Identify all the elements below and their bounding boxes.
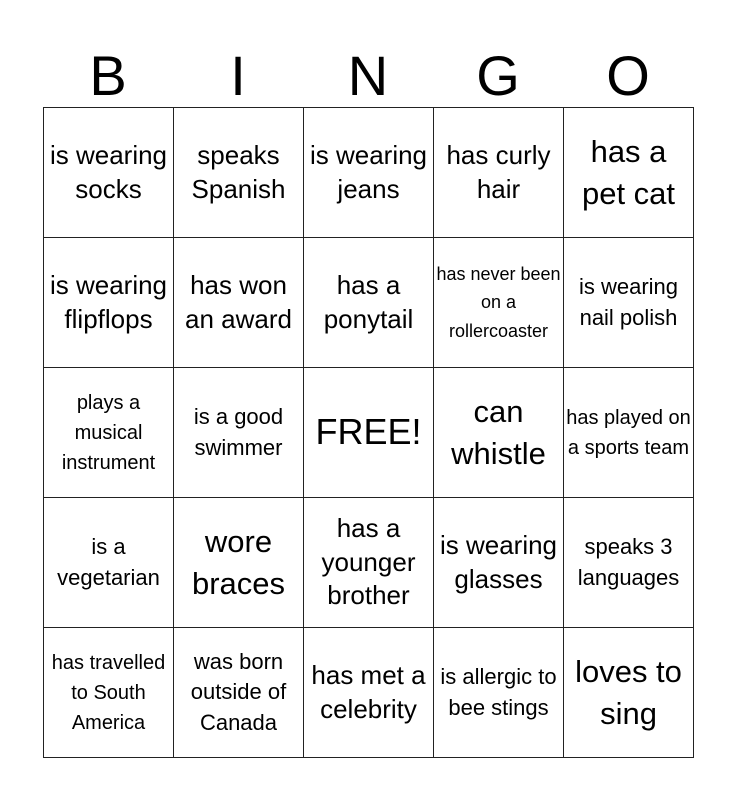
cell-text: loves to sing xyxy=(575,653,682,731)
header-letter-o: O xyxy=(606,44,650,107)
bingo-cell[interactable] xyxy=(174,238,304,368)
cell-text: is wearing socks xyxy=(49,139,168,204)
cell-text: speaks 3 languages xyxy=(577,534,680,590)
cell-text: is wearing flipflops xyxy=(49,269,168,334)
bingo-cell[interactable] xyxy=(434,108,564,238)
bingo-cell[interactable] xyxy=(564,498,694,628)
bingo-cell[interactable] xyxy=(174,628,304,758)
bingo-cell[interactable] xyxy=(304,498,434,628)
bingo-cell[interactable] xyxy=(304,108,434,238)
cell-text: has a ponytail xyxy=(323,269,414,334)
bingo-cell[interactable] xyxy=(304,628,434,758)
cell-text: plays a musical instrument xyxy=(61,391,156,474)
header-letter-i: I xyxy=(230,44,246,107)
bingo-row xyxy=(44,238,694,368)
bingo-row xyxy=(44,368,694,498)
bingo-cell[interactable] xyxy=(44,108,174,238)
cell-text: wore braces xyxy=(191,523,286,601)
bingo-row xyxy=(44,108,694,238)
cell-text: is wearing nail polish xyxy=(578,274,679,330)
cell-text: is wearing glasses xyxy=(439,529,558,594)
bingo-cell[interactable] xyxy=(434,628,564,758)
bingo-cell[interactable] xyxy=(174,368,304,498)
cell-text: has met a celebrity xyxy=(311,659,426,724)
cell-text: has played on a sports team xyxy=(566,406,691,459)
bingo-cell[interactable] xyxy=(434,368,564,498)
bingo-cell[interactable] xyxy=(564,368,694,498)
cell-text: has curly hair xyxy=(446,139,551,204)
header-letter-b: B xyxy=(89,44,127,107)
cell-text: has won an award xyxy=(185,269,292,334)
bingo-cell[interactable] xyxy=(174,498,304,628)
bingo-cell[interactable] xyxy=(304,238,434,368)
bingo-cell[interactable] xyxy=(174,108,304,238)
cell-text: speaks Spanish xyxy=(191,139,286,204)
bingo-cell[interactable] xyxy=(564,628,694,758)
bingo-cell[interactable] xyxy=(44,368,174,498)
bingo-cell[interactable] xyxy=(44,498,174,628)
header-letter-n: N xyxy=(347,44,389,107)
bingo-cell[interactable] xyxy=(434,238,564,368)
cell-text: is a good swimmer xyxy=(193,404,284,460)
bingo-cell[interactable] xyxy=(44,238,174,368)
bingo-cell-free[interactable] xyxy=(304,368,434,498)
cell-text: has never been on a rollercoaster xyxy=(436,264,561,341)
cell-text: is allergic to bee stings xyxy=(440,664,557,720)
cell-text: has a pet cat xyxy=(581,133,676,211)
cell-text: is wearing jeans xyxy=(309,139,428,204)
free-space-text: FREE! xyxy=(315,411,422,453)
cell-text: can whistle xyxy=(451,393,546,471)
cell-text: is a vegetarian xyxy=(57,534,160,590)
cell-text: was born outside of Canada xyxy=(190,648,287,735)
bingo-row xyxy=(44,628,694,758)
bingo-cell[interactable] xyxy=(434,498,564,628)
cell-text: has a younger brother xyxy=(321,512,416,611)
bingo-cell[interactable] xyxy=(564,108,694,238)
cell-text: has travelled to South America xyxy=(51,651,166,734)
bingo-header xyxy=(43,44,693,108)
bingo-cell[interactable] xyxy=(44,628,174,758)
bingo-grid xyxy=(43,107,694,758)
bingo-row xyxy=(44,498,694,628)
bingo-cell[interactable] xyxy=(564,238,694,368)
header-letter-g: G xyxy=(476,44,520,107)
